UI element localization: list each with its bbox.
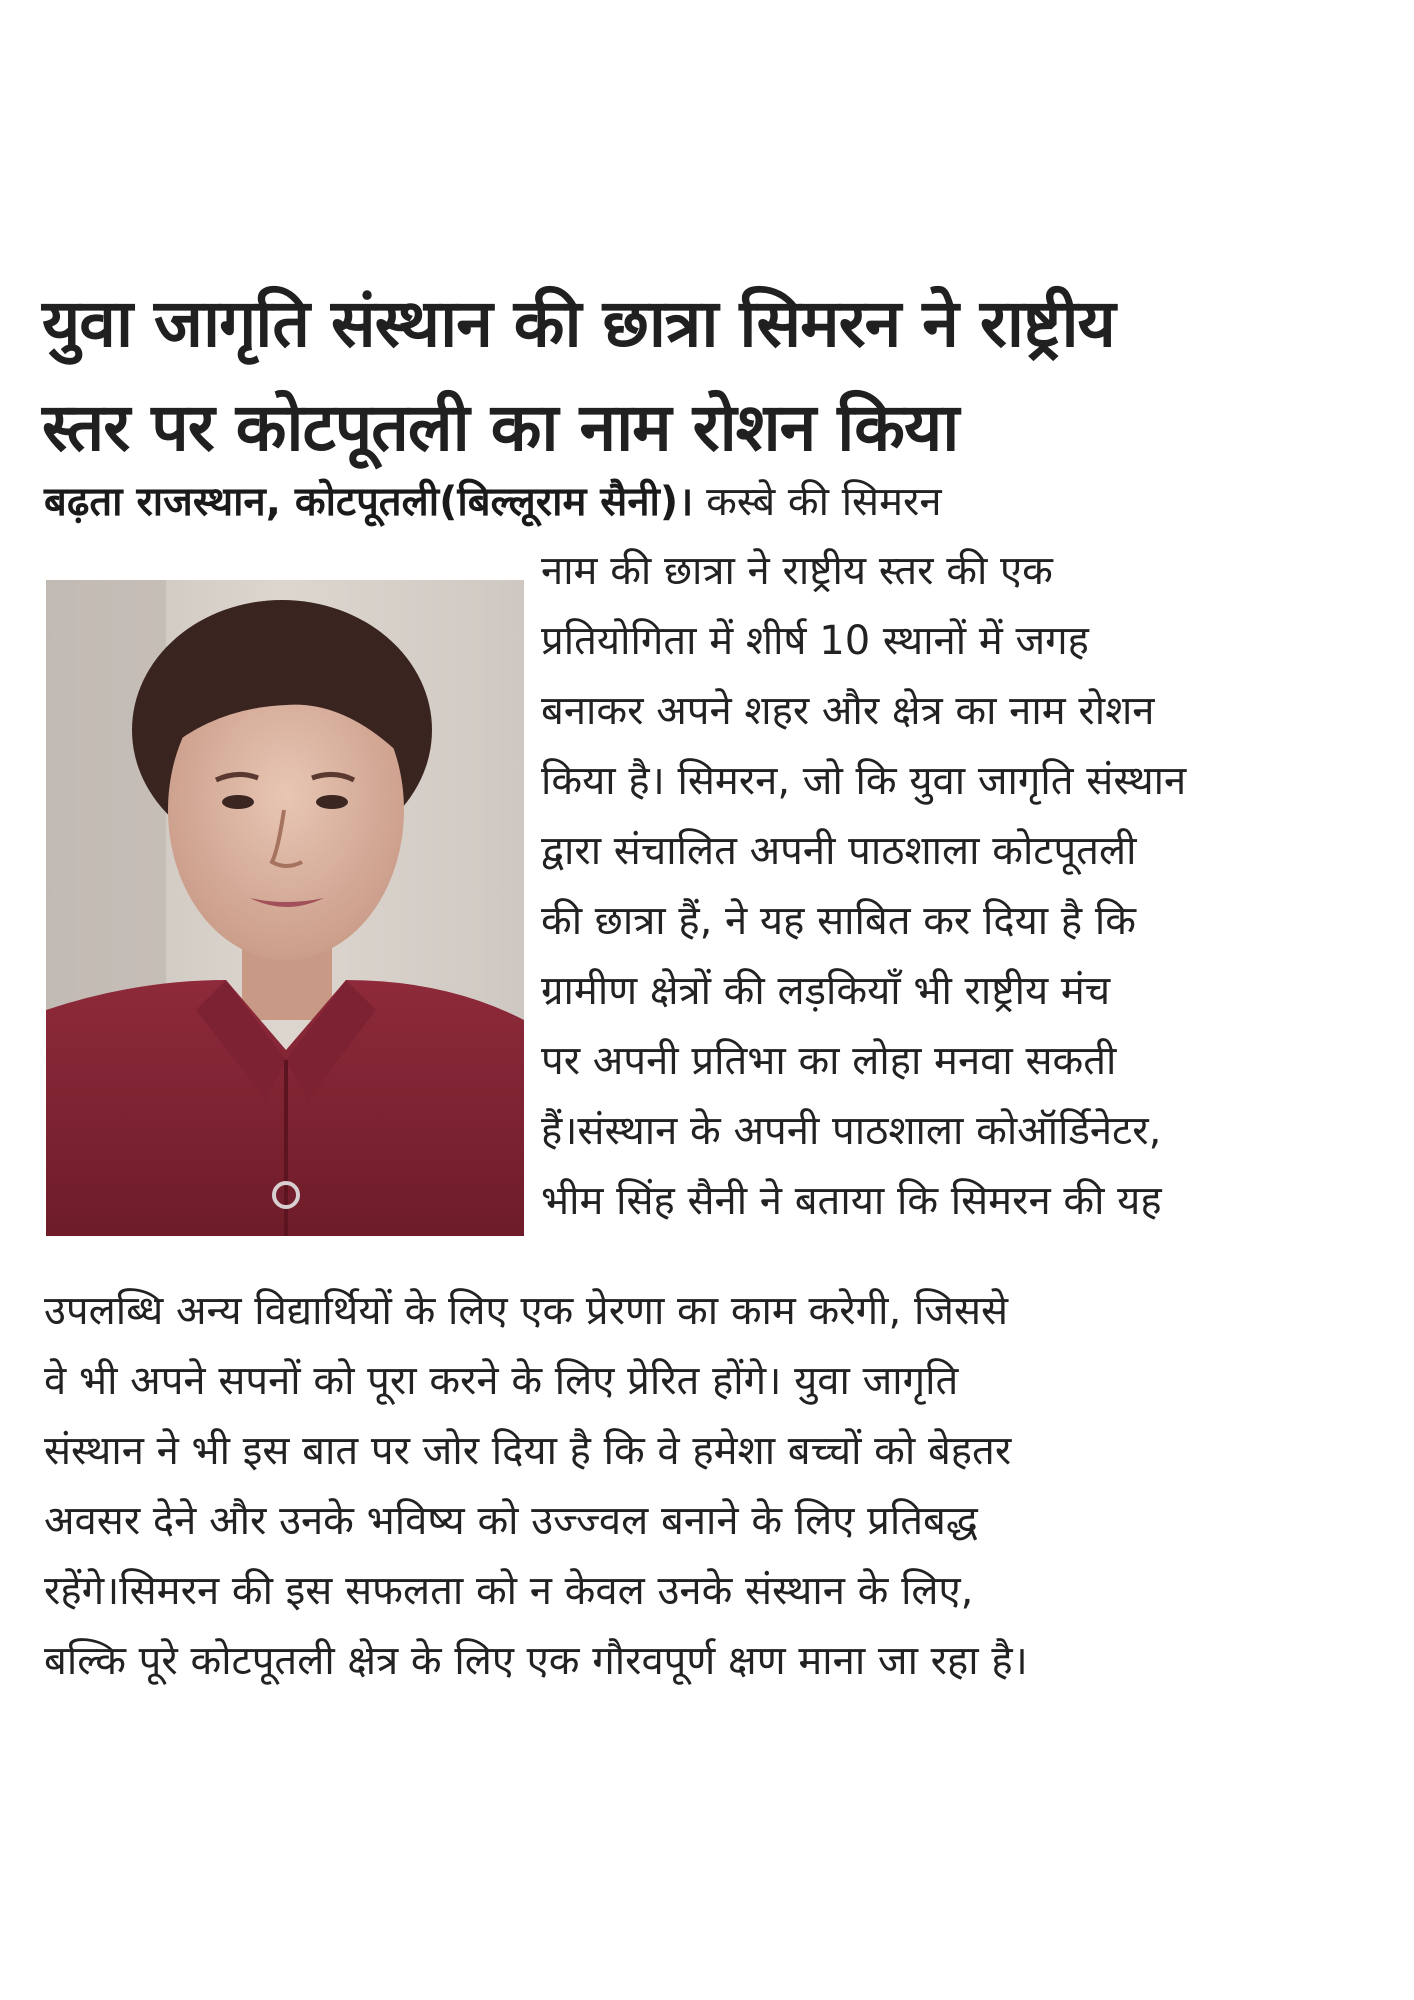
- body-line-1: नाम की छात्रा ने राष्ट्रीय स्तर की एक: [541, 548, 1053, 594]
- body-line-13: संस्थान ने भी इस बात पर जोर दिया है कि वे हमेशा बच्चों को बेहतर: [44, 1428, 1012, 1474]
- body-line-3: बनाकर अपने शहर और क्षेत्र का नाम रोशन: [541, 688, 1155, 734]
- body-line-5: द्वारा संचालित अपनी पाठशाला कोटपूतली: [541, 828, 1137, 874]
- body-line-9: हैं।संस्थान के अपनी पाठशाला कोऑर्डिनेटर,: [541, 1108, 1162, 1154]
- student-photo-image: [46, 580, 524, 1236]
- body-line-0: कस्बे की सिमरन: [706, 479, 942, 525]
- body-line-14: अवसर देने और उनके भविष्य को उज्ज्वल बनाने के लिए प्रतिबद्ध: [44, 1498, 978, 1544]
- headline: [42, 272, 1382, 480]
- student-photo: [46, 580, 524, 1236]
- body-line-11: उपलब्धि अन्य विद्यार्थियों के लिए एक प्रेरणा का काम करेगी, जिससे: [44, 1288, 1009, 1334]
- column-text: [541, 536, 1391, 1236]
- body-line-2: प्रतियोगिता में शीर्ष 10 स्थानों में जगह: [541, 618, 1089, 664]
- body-line-4: किया है। सिमरन, जो कि युवा जागृति संस्थान: [541, 758, 1187, 804]
- headline-line-1: युवा जागृति संस्थान की छात्रा सिमरन ने राष्ट्रीय: [42, 285, 1115, 362]
- body-line-16: बल्कि पूरे कोटपूतली क्षेत्र के लिए एक गौरवपूर्ण क्षण माना जा रहा है।: [44, 1638, 1028, 1684]
- headline-line-2: स्तर पर कोटपूतली का नाम रोशन किया: [42, 389, 959, 466]
- dateline-row: [44, 467, 1384, 537]
- body-line-8: पर अपनी प्रतिभा का लोहा मनवा सकती: [541, 1038, 1117, 1084]
- full-width-text: [44, 1276, 1384, 1696]
- body-line-7: ग्रामीण क्षेत्रों की लड़कियाँ भी राष्ट्रीय मंच: [541, 968, 1111, 1014]
- body-line-12: वे भी अपने सपनों को पूरा करने के लिए प्रेरित होंगे। युवा जागृति: [44, 1358, 959, 1404]
- body-line-10: भीम सिंह सैनी ने बताया कि सिमरन की यह: [541, 1178, 1162, 1224]
- body-line-6: की छात्रा हैं, ने यह साबित कर दिया है कि: [541, 898, 1136, 944]
- body-line-15: रहेंगे।सिमरन की इस सफलता को न केवल उनके संस्थान के लिए,: [44, 1568, 974, 1614]
- dateline: बढ़ता राजस्थान, कोटपूतली(बिल्लूराम सैनी)।: [44, 479, 694, 525]
